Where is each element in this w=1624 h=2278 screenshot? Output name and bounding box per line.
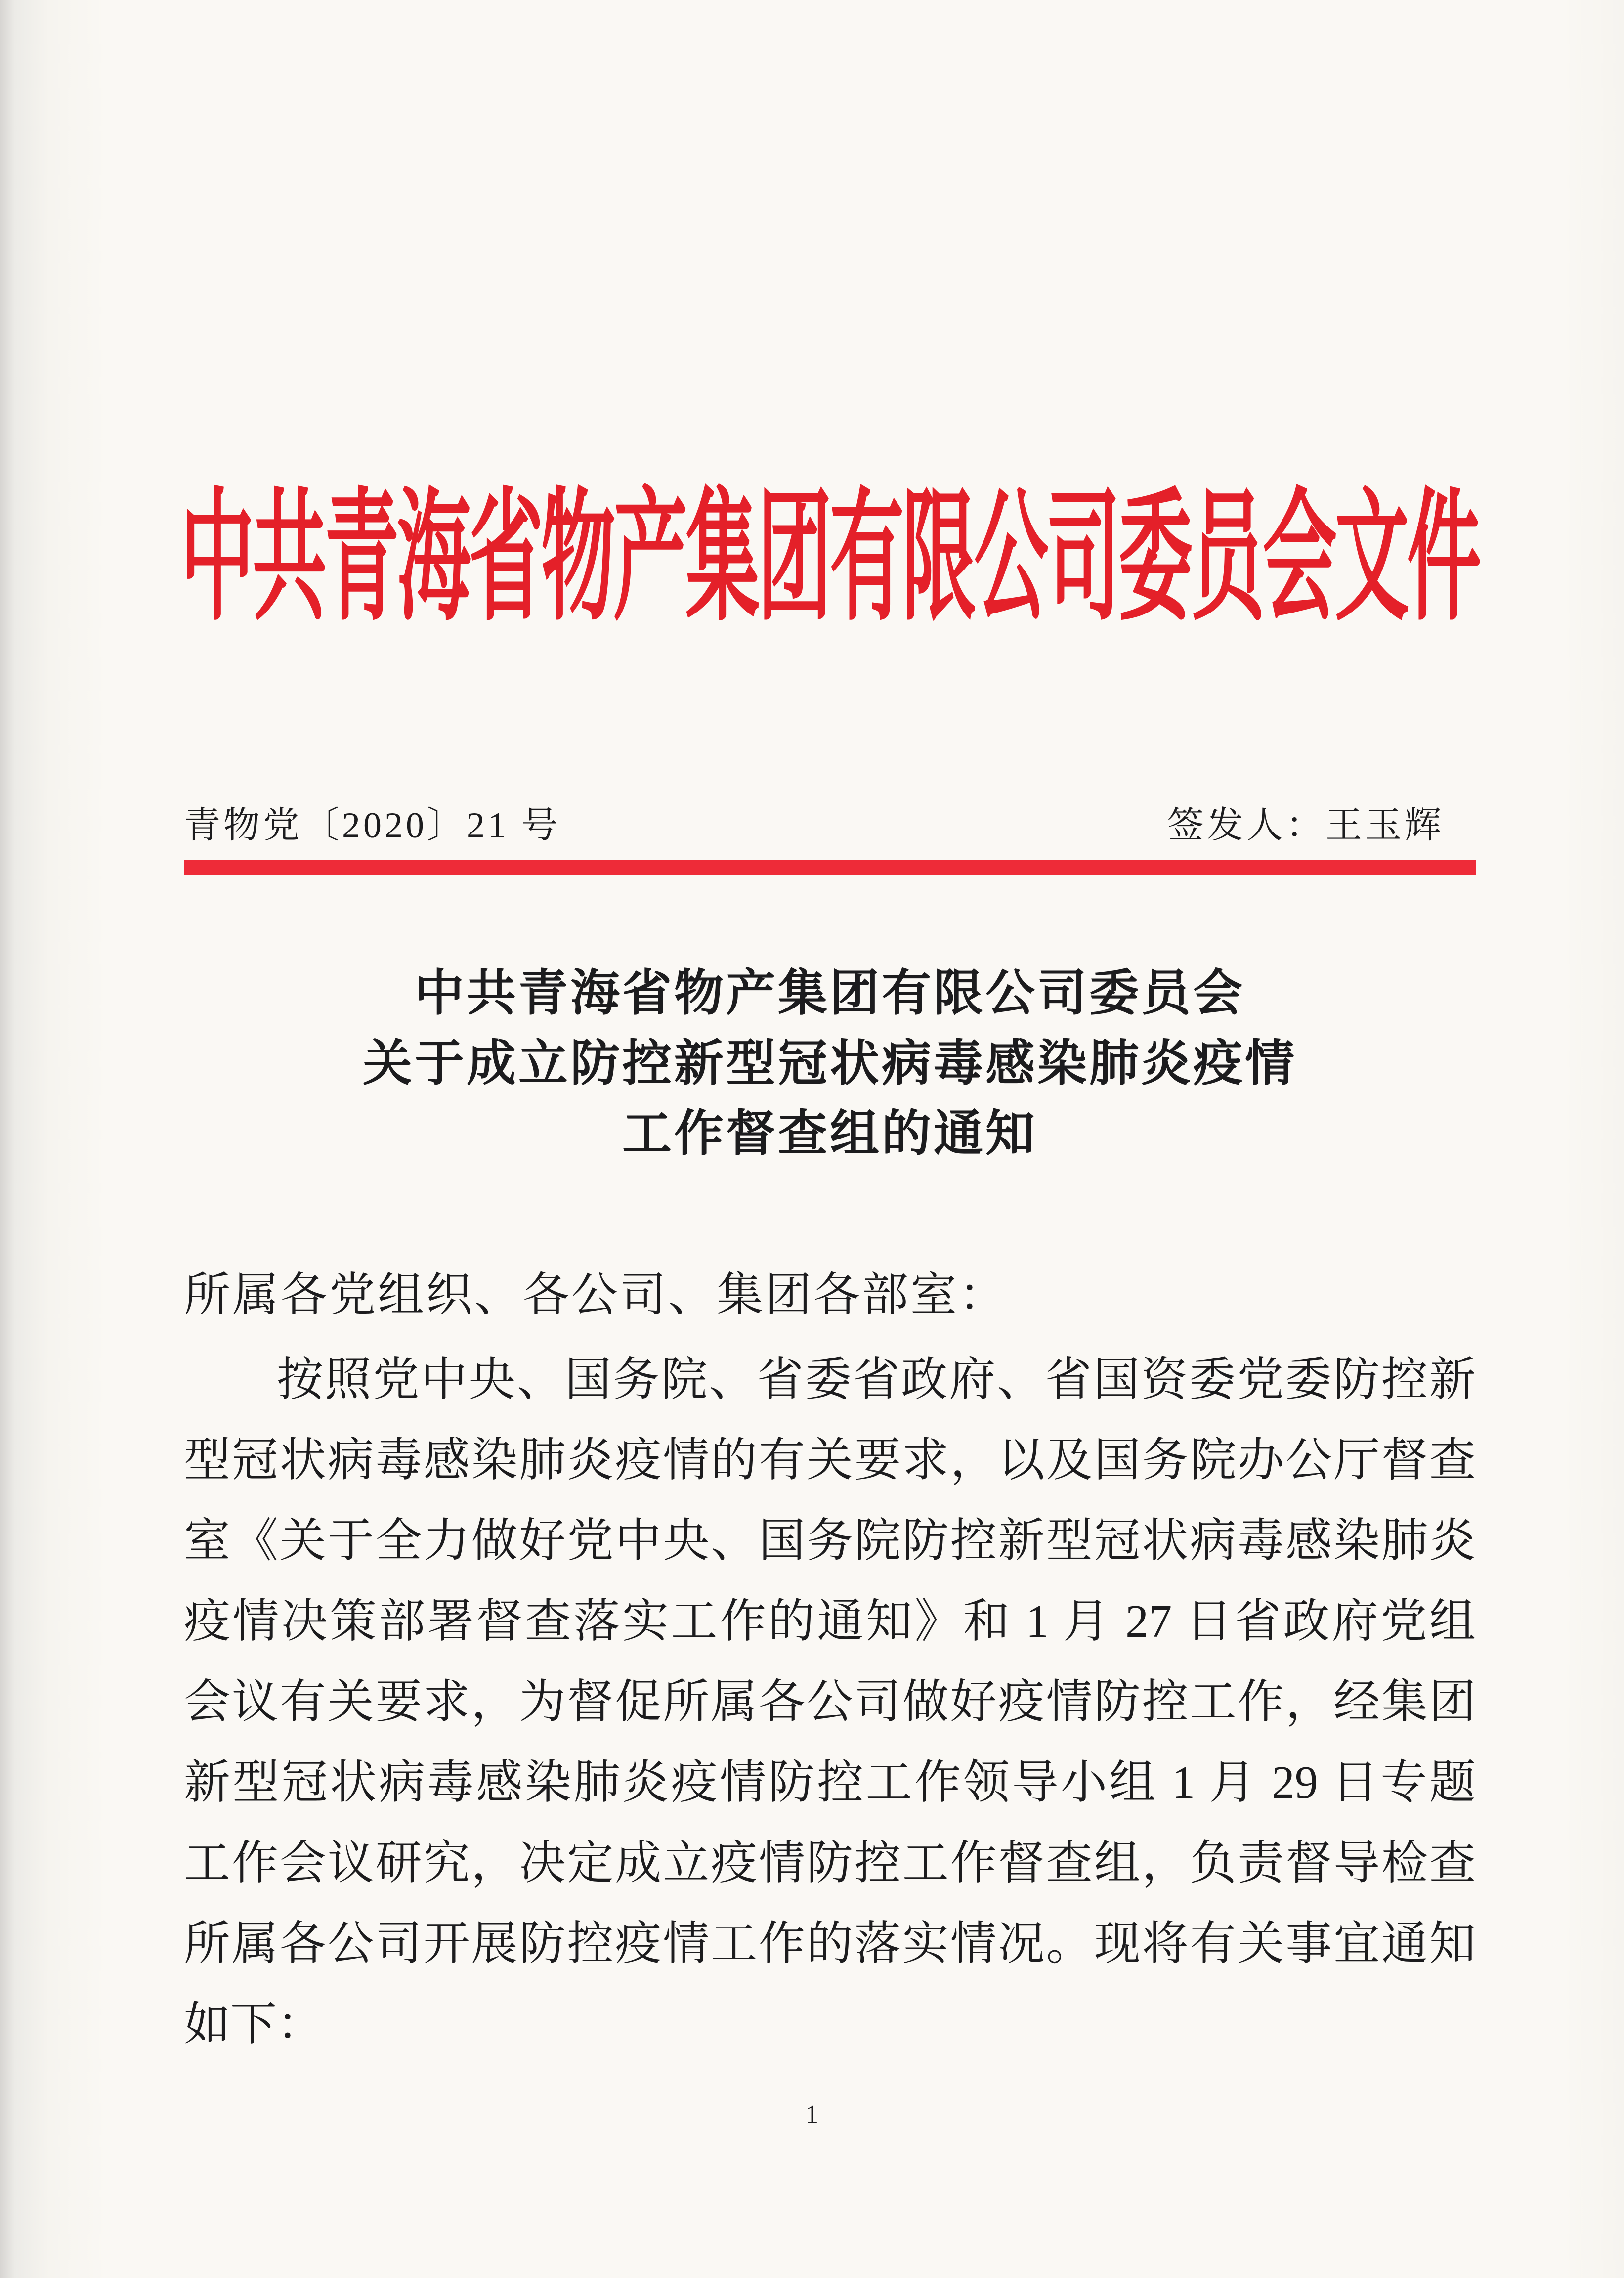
body-line: 按照党中央、国务院、省委省政府、省国资委党委防控新	[277, 1354, 1476, 1405]
page-number: 1	[806, 2101, 818, 2129]
letterhead-title: 中共青海省物产集团有限公司委员会文件	[180, 480, 1480, 638]
document-content	[0, 471, 1624, 2065]
letterhead	[180, 471, 1480, 638]
doc-title-line-3: 工作督查组的通知	[622, 1106, 1037, 1161]
body-line: 新型冠状病毒感染肺炎疫情防控工作领导小组 1 月 29 日专题	[184, 1757, 1476, 1808]
body-line: 会议有关要求，为督促所属各公司做好疫情防控工作，经集团	[184, 1676, 1476, 1728]
body-line: 型冠状病毒感染肺炎疫情的有关要求，以及国务院办公厅督查	[184, 1435, 1476, 1486]
doc-title	[184, 958, 1476, 1169]
body-line: 所属各公司开展防控疫情工作的落实情况。现将有关事宜通知	[184, 1918, 1476, 1970]
doc-title-line-1: 中共青海省物产集团有限公司委员会	[415, 965, 1245, 1021]
signer: 签发人：王玉辉	[1167, 805, 1444, 846]
body-line: 如下：	[184, 1999, 324, 2050]
docinfo-row	[184, 801, 1476, 850]
body-line: 室《关于全力做好党中央、国务院防控新型冠状病毒感染肺炎	[184, 1515, 1476, 1567]
body-paragraph	[184, 1340, 1476, 2065]
doc-title-line-2: 关于成立防控新型冠状病毒感染肺炎疫情	[363, 1036, 1297, 1091]
salutation: 所属各党组织、各公司、集团各部室：	[184, 1270, 1008, 1321]
page-footer	[0, 2100, 1624, 2129]
red-divider-rule	[184, 860, 1476, 875]
body-line: 疫情决策部署督查落实工作的通知》和 1 月 27 日省政府党组	[184, 1596, 1476, 1647]
doc-number: 青物党〔2020〕21 号	[184, 805, 561, 846]
body-line: 工作会议研究，决定成立疫情防控工作督查组，负责督导检查	[184, 1838, 1476, 1889]
